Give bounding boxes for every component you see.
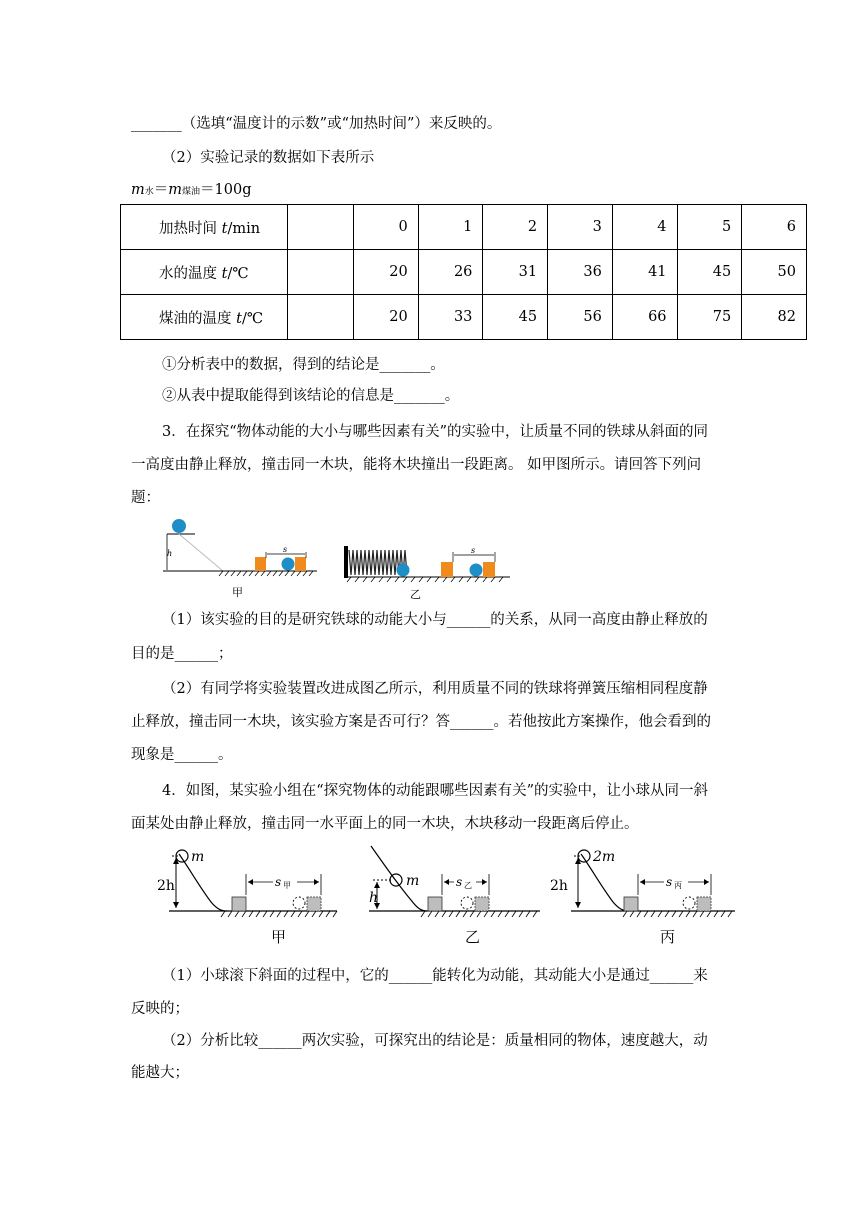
table-cell: 20 — [354, 250, 419, 295]
table-cell: 36 — [548, 250, 613, 295]
wood-block-icon — [295, 557, 306, 571]
empty-cell — [288, 205, 354, 250]
text-line: _______（选填“温度计的示数”或“加热时间”）来反映的。 — [131, 116, 502, 132]
text-line: 面某处由静止释放，撞击同一水平面上的同一木块，木块移动一段距离后停止。 — [131, 816, 639, 832]
distance-subscript: 丙 — [674, 881, 682, 890]
height-label: 2h — [157, 878, 175, 894]
figure-caption: 甲 — [271, 928, 287, 946]
table-cell: 56 — [548, 295, 613, 340]
figure-caption: 乙 — [465, 928, 481, 946]
equals: ＝ — [153, 182, 169, 198]
figure-2 — [155, 840, 745, 946]
distance-subscript: 甲 — [283, 881, 291, 890]
table-cell: 45 — [483, 295, 548, 340]
table-cell: 5 — [677, 205, 742, 250]
text-line: 题： — [131, 490, 160, 506]
wood-block-icon — [255, 557, 266, 571]
table-cell: 33 — [418, 295, 483, 340]
table-cell: 26 — [418, 250, 483, 295]
figure-caption: 甲 — [232, 586, 243, 599]
table-cell: 4 — [612, 205, 677, 250]
text-line: （1）小球滚下斜面的过程中，它的______能转化为动能，其动能大小是通过______来 — [162, 968, 708, 984]
table-cell: 66 — [612, 295, 677, 340]
distance-label: s — [471, 546, 476, 555]
text-line: （1）该实验的目的是研究铁球的动能大小与______的关系，从同一高度由静止释放的 — [162, 612, 708, 628]
label-variable: t — [236, 310, 242, 327]
label-unit: /℃ — [227, 265, 249, 282]
height-label: 2h — [550, 878, 568, 894]
figure-2-bing — [550, 849, 735, 946]
table-cell: 6 — [742, 205, 807, 250]
text-line: 目的是______； — [131, 646, 233, 662]
ball-icon — [282, 558, 295, 571]
text-line: 止释放，撞击同一木块，该实验方案是否可行？答______。若他按此方案操作，他会看到的 — [131, 714, 711, 730]
mass-value: ＝100g — [200, 182, 252, 198]
row-label — [121, 295, 288, 340]
table-cell: 82 — [742, 295, 807, 340]
text-line: ①分析表中的数据，得到的结论是_______。 — [162, 357, 445, 373]
label-text: 水的温度 — [159, 265, 222, 282]
table-row — [121, 250, 807, 295]
row-label — [121, 205, 288, 250]
mass-label: 2m — [593, 849, 616, 865]
table-cell: 3 — [548, 205, 613, 250]
distance-subscript: 乙 — [464, 881, 472, 890]
wood-block-icon — [475, 897, 489, 911]
figure-2-yi — [369, 846, 540, 946]
ball-icon — [397, 564, 410, 577]
label-unit: /min — [227, 220, 261, 237]
table-cell: 1 — [418, 205, 483, 250]
table-row — [121, 295, 807, 340]
mass-var: m — [168, 182, 183, 198]
height-label: h — [369, 890, 379, 906]
wood-block-icon — [232, 897, 246, 911]
ball-icon — [172, 519, 186, 533]
text-line: 3．在探究“物体动能的大小与哪些因素有关”的实验中，让质量不同的铁球从斜面的同 — [162, 424, 709, 440]
distance-label: s — [283, 545, 288, 554]
label-unit: /℃ — [241, 310, 264, 327]
label-variable: t — [221, 220, 228, 237]
table-cell: 75 — [677, 295, 742, 340]
mass-label: m — [406, 873, 420, 889]
mass-var: m — [131, 182, 145, 198]
table-cell: 0 — [354, 205, 419, 250]
figure-1-jia — [163, 519, 317, 599]
height-label: h — [167, 549, 173, 558]
subscript: 水 — [144, 187, 154, 197]
table-cell: 31 — [483, 250, 548, 295]
mass-condition — [131, 180, 252, 202]
text-line: 能越大； — [131, 1065, 189, 1081]
figure-caption: 乙 — [410, 588, 421, 601]
text-line: （2）有同学将实验装置改进成图乙所示，利用质量不同的铁球将弹簧压缩相同程度静 — [162, 681, 708, 697]
empty-cell — [288, 295, 354, 340]
text-line: （2）实验记录的数据如下表所示 — [162, 150, 375, 166]
row-label — [121, 250, 288, 295]
distance-label: s — [666, 875, 673, 889]
wood-block-icon — [624, 897, 638, 911]
table-cell: 45 — [677, 250, 742, 295]
wood-block-icon — [428, 897, 442, 911]
table-cell: 41 — [612, 250, 677, 295]
figure-1 — [155, 516, 525, 602]
text-line: 一高度由静止释放，撞击同一木块，能将木块撞出一段距离。 如甲图所示。请回答下列问 — [131, 457, 702, 473]
empty-cell — [288, 250, 354, 295]
mass-label: m — [191, 849, 205, 865]
wood-block-icon — [441, 562, 453, 577]
text-line: ②从表中提取能得到该结论的信息是_______。 — [162, 388, 460, 404]
text-line: 反映的； — [131, 1001, 189, 1017]
figure-caption: 丙 — [660, 928, 676, 946]
text-line: 现象是______。 — [131, 747, 233, 763]
text-line: （2）分析比较______两次实验，可探究出的结论是：质量相同的物体，速度越大，动 — [162, 1033, 708, 1049]
subscript: 煤油 — [182, 187, 201, 197]
text-line: 4．如图，某实验小组在“探究物体的动能跟哪些因素有关”的实验中，让小球从同一斜 — [162, 783, 709, 799]
distance-label: s — [456, 875, 463, 889]
table-cell: 50 — [742, 250, 807, 295]
table-row — [121, 205, 807, 250]
table-cell: 2 — [483, 205, 548, 250]
wood-block-icon — [697, 897, 711, 911]
label-variable: t — [221, 265, 228, 282]
label-text: 加热时间 — [159, 220, 222, 237]
figure-1-yi — [344, 546, 510, 601]
data-table — [120, 204, 807, 340]
figure-2-jia — [157, 849, 337, 946]
label-text: 煤油的温度 — [159, 310, 237, 327]
wood-block-icon — [483, 562, 495, 577]
distance-label: s — [275, 875, 282, 889]
ball-icon — [470, 564, 483, 577]
wood-block-icon — [307, 897, 321, 911]
table-cell: 20 — [354, 295, 419, 340]
